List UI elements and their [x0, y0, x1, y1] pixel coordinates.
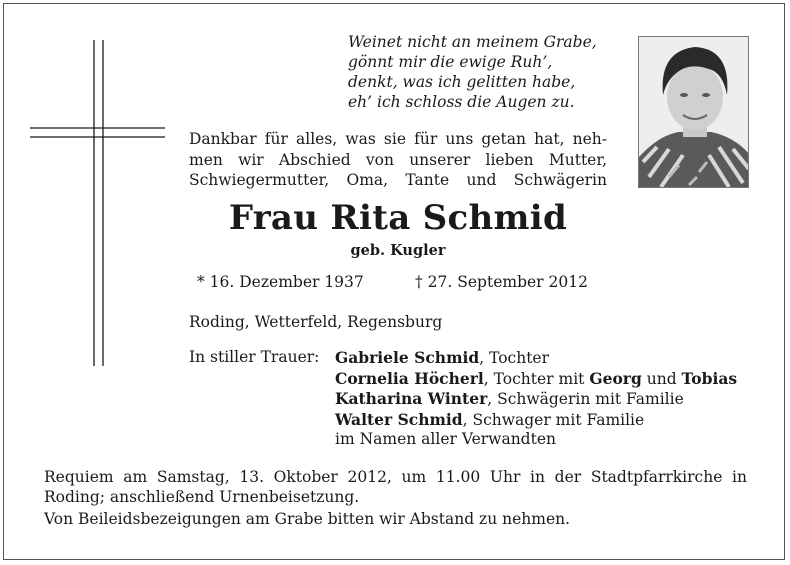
intro-text [189, 129, 607, 191]
footer-line: Requiem am Samstag, 13. Oktober 2012, um 11.00 Uhr in der Stadtpfarrkirche in [44, 468, 747, 486]
mourner-relation: , Schwager mit Familie [462, 410, 645, 429]
poem-line: denkt, was ich gelitten habe, [348, 73, 576, 91]
mourner-relation: , Schwägerin mit Familie [487, 390, 684, 408]
mourner-name: Walter Schmid [335, 409, 463, 429]
intro-line: men wir Abschied von unserer lieben Mutter, [189, 150, 607, 169]
mourner-relation: und [641, 369, 682, 388]
deceased-name: Frau Rita Schmid [228, 198, 568, 238]
mourners-list [335, 348, 737, 450]
portrait-photo [638, 36, 749, 188]
mourner-relation: , Tochter mit [483, 369, 590, 388]
birth-date: * 16. Dezember 1937 [197, 273, 364, 291]
footer-line: Roding; anschließend Urnenbeisetzung. [44, 487, 360, 506]
places: Roding, Wetterfeld, Regensburg [189, 313, 443, 331]
mourner-relation: , Tochter [479, 349, 550, 367]
footer-text [44, 468, 747, 530]
poem-line: Weinet nicht an meinem Grabe, [348, 33, 597, 51]
footer-line: Von Beileidsbezeigungen am Grabe bitten wir Abstand zu nehmen. [44, 510, 571, 528]
poem-verse [348, 32, 628, 112]
mourner-name: Katharina Winter [335, 389, 488, 408]
birth-name: geb. Kugler [350, 242, 446, 259]
mourners-closing: im Namen aller Verwandten [335, 430, 556, 448]
cross-icon [28, 38, 168, 368]
mourner-name: Cornelia Höcherl [335, 368, 484, 388]
mourner-name: Gabriele Schmid [335, 348, 480, 367]
poem-line: gönnt mir die ewige Ruh’, [348, 53, 553, 71]
intro-line: Schwiegermutter, Oma, Tante und Schwägerin [189, 171, 607, 189]
mourners-lead: In stiller Trauer: [189, 348, 320, 366]
mourner-name: Tobias [681, 368, 738, 388]
death-date: † 27. September 2012 [415, 273, 588, 291]
list-item [335, 389, 737, 410]
poem-line: eh’ ich schloss die Augen zu. [348, 93, 575, 111]
portrait-image [639, 37, 749, 188]
intro-line: Dankbar für alles, was sie für uns getan hat, neh- [189, 130, 607, 148]
list-item [335, 369, 737, 390]
list-item [335, 348, 737, 369]
list-item [335, 410, 737, 431]
mourner-name: Georg [589, 368, 642, 388]
